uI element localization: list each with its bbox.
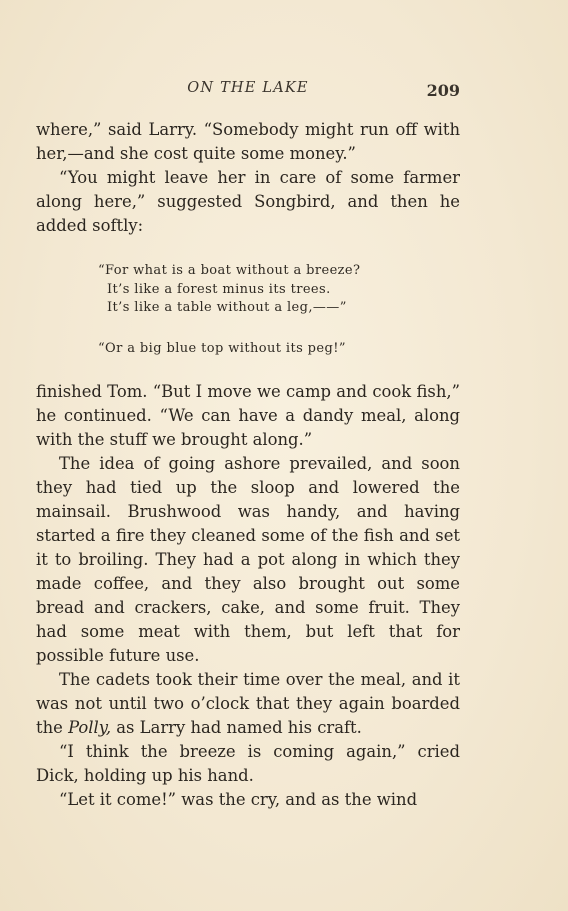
- paragraph: “You might leave her in care of some farmer along here,” suggested Songbird, and then he added softly:: [36, 168, 460, 235]
- verse-line: “Or a big blue top without its peg!”: [98, 340, 346, 356]
- text-run: The cadets took their time over the meal, and it was not until two o’clock that they again boarded the: [36, 670, 460, 737]
- paragraph: where,” said Larry. “Somebody might run off with her,—and she cost quite some money.”: [36, 120, 460, 163]
- paragraph: The idea of going ashore prevailed, and soon they had tied up the sloop and lowered the mainsail. Brushwood was handy, and having started a fire they cleaned some of the fish and set it to broiling. They had a pot along in which they made coffee, and they also brought out some bread and crackers, cake, and some fruit. They had some meat with them, but left that for possible future use.: [36, 454, 460, 665]
- page-number: 209: [426, 81, 460, 100]
- text-run: as Larry had named his craft.: [111, 718, 362, 737]
- running-title: ON THE LAKE: [187, 80, 309, 96]
- paragraph: “I think the breeze is coming again,” cried Dick, holding up his hand.: [36, 742, 460, 785]
- text-block-bottom: [36, 380, 460, 812]
- verse-gap: [98, 318, 428, 340]
- boat-name: Polly,: [68, 718, 112, 737]
- page-header: [36, 80, 460, 102]
- paragraph: finished Tom. “But I move we camp and cook fish,” he continued. “We can have a dandy meal, along with the stuff we brought along.”: [36, 382, 460, 449]
- verse-quotation: [98, 262, 428, 358]
- verse-line: It’s like a table without a leg,——”: [107, 300, 347, 315]
- paragraph: [36, 668, 460, 740]
- text-block-top: [36, 118, 460, 238]
- paragraph: “Let it come!” was the cry, and as the wind: [59, 790, 418, 809]
- verse-line: “For what is a boat without a breeze?: [98, 263, 361, 278]
- verse-line: It’s like a forest minus its trees.: [107, 281, 331, 297]
